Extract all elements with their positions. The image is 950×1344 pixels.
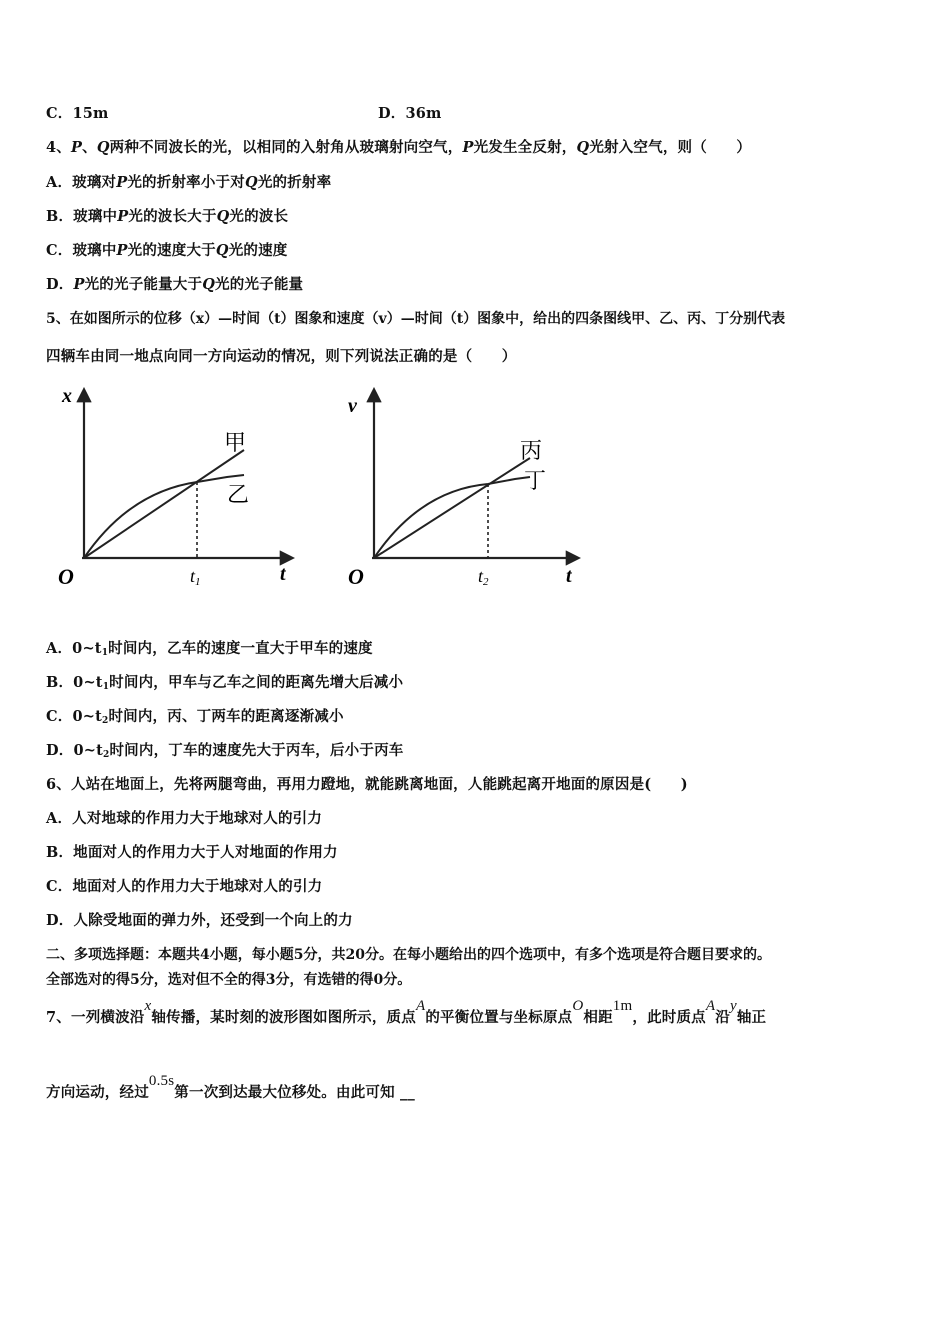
q4-stem-c: 光射入空气，则（ ）: [589, 139, 752, 156]
x-label: t: [566, 565, 572, 587]
q4-b-mid: 光的波长大于: [128, 208, 217, 225]
q4-option-d: [46, 273, 303, 294]
q4-q-symbol: Q: [202, 276, 216, 293]
q4-a-pre: A．玻璃对: [46, 174, 117, 191]
y-label: x: [62, 385, 72, 407]
q7-stem-line1: 7、一列横波沿x轴传播，某时刻的波形图如图所示，质点A的平衡位置与坐标原点O相距1m，此时质点A沿y轴正: [46, 998, 767, 1026]
q7-distance: 1m: [612, 998, 633, 1014]
q4-p-symbol: P: [116, 174, 128, 191]
origin-label: O: [58, 564, 74, 589]
q4-q-symbol: Q: [244, 174, 258, 191]
x-label: t: [280, 563, 286, 585]
q4-b-post: 光的波长: [229, 208, 289, 225]
q4-option-b: [46, 205, 288, 226]
q5-stem-line2: 四辆车由同一地点向同一方向运动的情况，则下列说法正确的是（ ）: [46, 348, 517, 365]
curve-yi: [84, 475, 244, 558]
q6-option-b: B．地面对人的作用力大于人对地面的作用力: [46, 844, 338, 861]
graph-v-t: [330, 380, 590, 600]
q4-option-a: [46, 171, 331, 192]
curve-ding: [374, 477, 530, 558]
label-jia: 甲: [224, 430, 247, 455]
q4-stem-b: 光发生全反射，: [473, 139, 577, 156]
q7-time: 0.5s: [148, 1073, 175, 1089]
q4-p-symbol: P: [71, 139, 83, 156]
q6-option-d: D．人除受地面的弹力外，还受到一个向上的力: [46, 912, 353, 929]
q4-p-symbol: P: [116, 242, 128, 259]
q4-stem-a: 两种不同波长的光，以相同的入射角从玻璃射向空气，: [109, 139, 463, 156]
q3-option-d: D．36m: [378, 105, 442, 122]
q4-d-post: 光的光子能量: [215, 276, 304, 293]
y-label: v: [348, 395, 357, 417]
section2-line2: 全部选对的得5分，选对但不全的得3分，有选错的得0分。: [46, 972, 412, 988]
q7-o: O: [572, 998, 584, 1014]
q5-option-d: D．$0\sim t_2$时间内，丁车的速度先大于丙车，后小于丙车: [46, 742, 404, 760]
q6-option-c: C．地面对人的作用力大于地球对人的引力: [46, 878, 323, 895]
q5-option-a: A．$0\sim t_1$时间内，乙车的速度一直大于甲车的速度: [46, 640, 373, 658]
q4-separator: 、: [82, 139, 97, 156]
q4-c-mid: 光的速度大于: [127, 242, 216, 259]
tick-t2: t2: [478, 566, 489, 588]
q7-stem-line2: 方向运动，经过0.5s第一次到达最大位移处。由此可知 __: [46, 1073, 415, 1101]
q4-a-mid: 光的折射率小于对: [127, 174, 245, 191]
q4-q-symbol: Q: [216, 208, 230, 225]
q5-option-b: B．$0\sim t_1$时间内，甲车与乙车之间的距离先增大后减小: [46, 674, 404, 692]
q3-option-c: C．15m: [46, 105, 109, 122]
q7-y: y: [729, 998, 737, 1014]
q4-stem: [46, 136, 751, 157]
q7-a: A: [415, 998, 426, 1014]
label-ding: 丁: [524, 468, 547, 493]
q5-option-c: C．$0\sim t_2$时间内，丙、丁两车的距离逐渐减小: [46, 708, 344, 726]
q4-q-symbol: Q: [215, 242, 229, 259]
label-bing: 丙: [520, 438, 543, 463]
q4-c-pre: C．玻璃中: [46, 242, 117, 259]
q4-c-post: 光的速度: [228, 242, 288, 259]
line-bing: [374, 458, 530, 558]
line-jia: [84, 450, 244, 558]
q4-p-symbol: P: [117, 208, 129, 225]
q6-stem: 6、人站在地面上，先将两腿弯曲，再用力蹬地，就能跳离地面，人能跳起离开地面的原因是( ): [46, 776, 688, 793]
q4-option-c: [46, 239, 288, 260]
q4-p-symbol: P: [73, 276, 85, 293]
label-yi: 乙: [227, 482, 250, 507]
origin-label: O: [348, 564, 364, 589]
q4-d-mid: 光的光子能量大于: [84, 276, 203, 293]
q4-q-symbol: Q: [96, 139, 110, 156]
section2-line1: 二、多项选择题：本题共4小题，每小题5分，共20分。在每小题给出的四个选项中，有多个选项是符合题目要求的。: [46, 947, 771, 963]
q4-p-symbol: P: [462, 139, 474, 156]
q4-number: 4、: [46, 139, 71, 156]
q4-b-pre: B．玻璃中: [46, 208, 118, 225]
q7-x: x: [144, 998, 152, 1014]
q6-option-a: A．人对地球的作用力大于地球对人的引力: [46, 810, 323, 827]
q7-a2: A: [705, 998, 716, 1014]
q5-stem-line1: 5、在如图所示的位移（x）—时间（t）图象和速度（v）—时间（t）图象中，给出的四条图线甲、乙、丙、丁分别代表: [46, 311, 786, 327]
graph-x-t: [44, 380, 304, 600]
q4-a-post: 光的折射率: [257, 174, 332, 191]
q4-d-pre: D．: [46, 276, 74, 293]
q4-q-symbol: Q: [576, 139, 590, 156]
tick-t1: t1: [190, 566, 201, 588]
